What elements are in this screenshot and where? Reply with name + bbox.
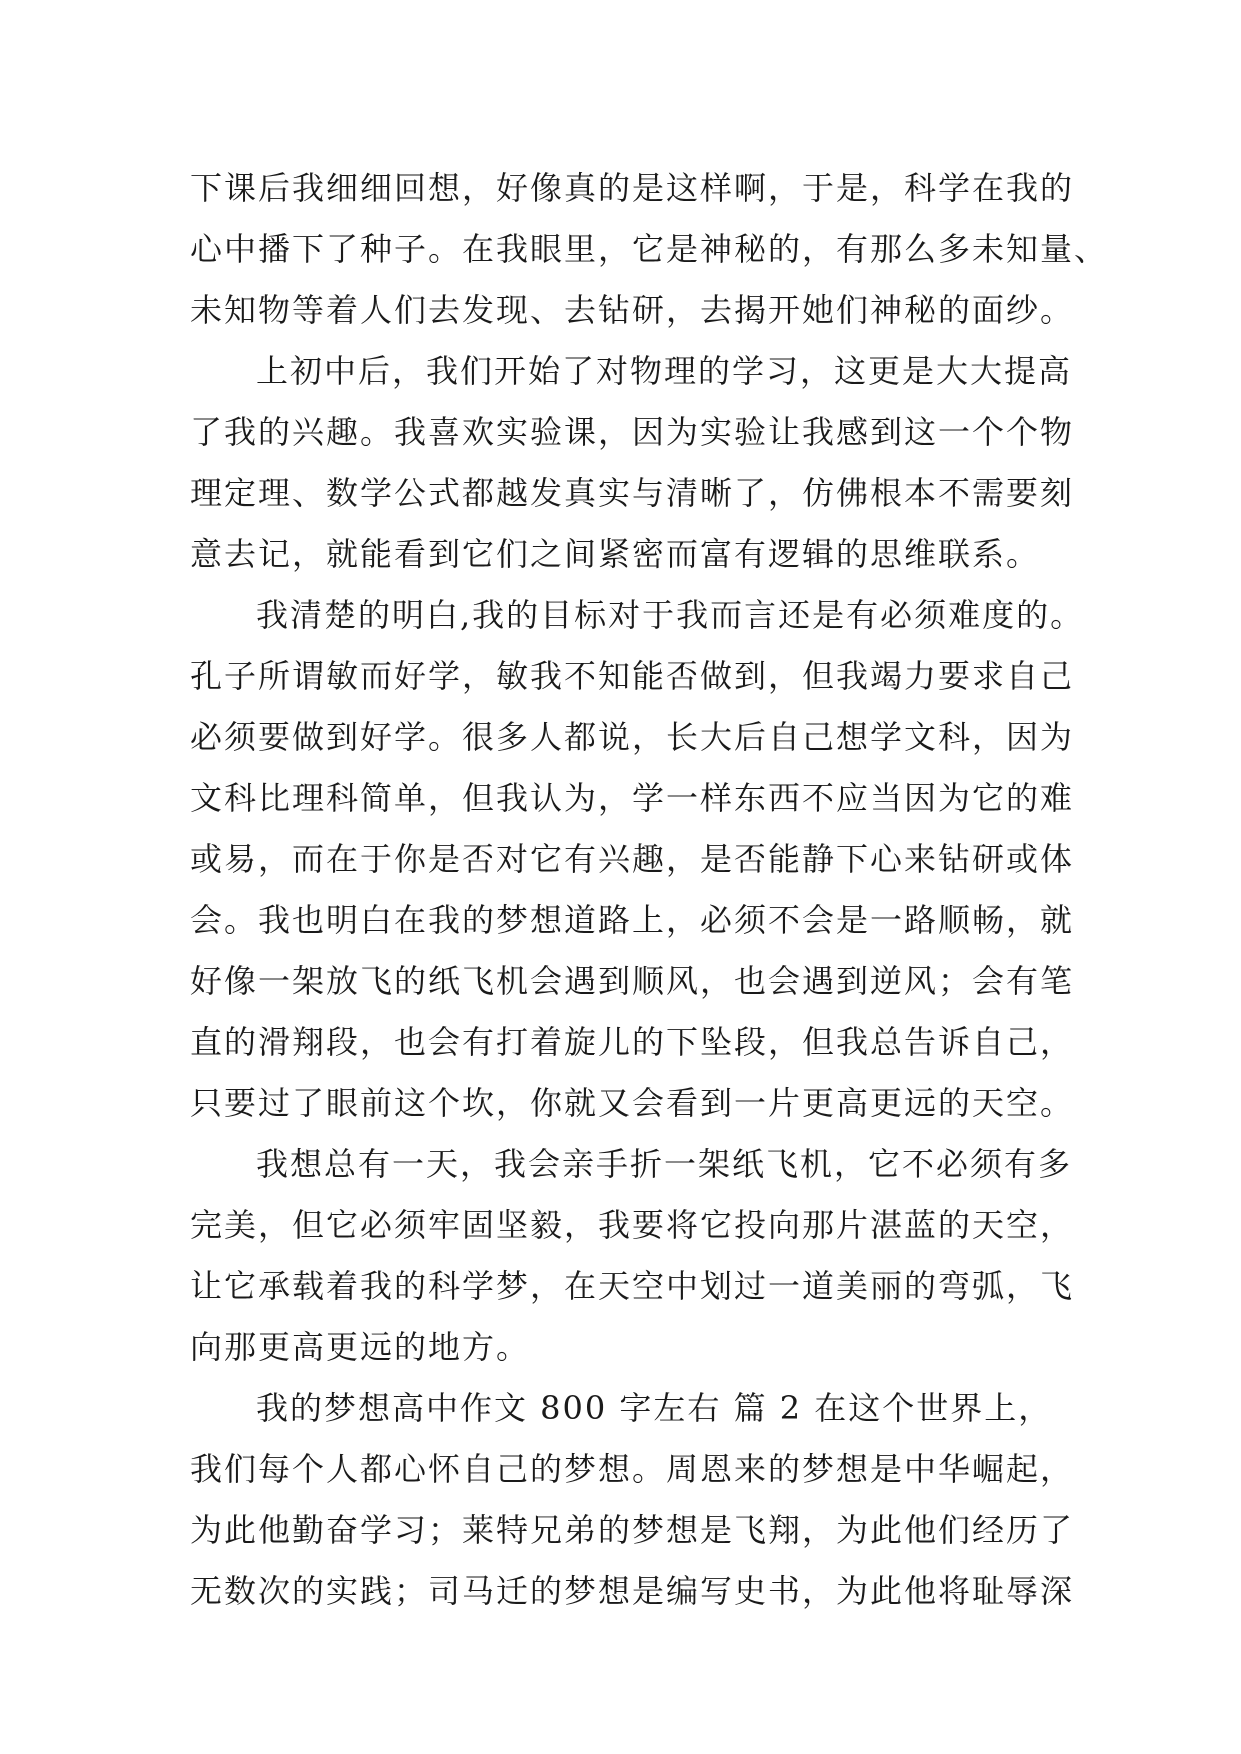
text-line: 只要过了眼前这个坎，你就又会看到一片更高更远的天空。 [190, 1084, 1075, 1122]
essay-body [190, 158, 1109, 1622]
text-line: 文科比理科简单，但我认为，学一样东西不应当因为它的难 [190, 779, 1075, 817]
text-line: 下课后我细细回想，好像真的是这样啊，于是，科学在我的 [190, 169, 1075, 207]
text-line: 完美，但它必须牢固坚毅，我要将它投向那片湛蓝的天空， [190, 1206, 1075, 1244]
text-line: 我的梦想高中作文 800 字左右 篇 2 在这个世界上， [256, 1389, 1053, 1427]
text-line: 我想总有一天，我会亲手折一架纸飞机，它不必须有多 [256, 1145, 1073, 1183]
text-line: 或易，而在于你是否对它有兴趣，是否能静下心来钻研或体 [190, 840, 1075, 878]
text-line: 为此他勤奋学习；莱特兄弟的梦想是飞翔，为此他们经历了 [190, 1511, 1075, 1549]
text-line: 必须要做到好学。很多人都说，长大后自己想学文科，因为 [190, 718, 1075, 756]
text-line: 我们每个人都心怀自己的梦想。周恩来的梦想是中华崛起， [190, 1450, 1075, 1488]
text-line: 了我的兴趣。我喜欢实验课，因为实验让我感到这一个个物 [190, 413, 1075, 451]
text-line: 未知物等着人们去发现、去钻研，去揭开她们神秘的面纱。 [190, 291, 1075, 329]
text-line: 理定理、数学公式都越发真实与清晰了，仿佛根本不需要刻 [190, 474, 1075, 512]
text-line: 心中播下了种子。在我眼里，它是神秘的，有那么多未知量、 [190, 230, 1109, 268]
text-line: 孔子所谓敏而好学，敏我不知能否做到，但我竭力要求自己 [190, 657, 1075, 695]
text-line: 我清楚的明白,我的目标对于我而言还是有必须难度的。 [256, 596, 1085, 634]
text-line: 让它承载着我的科学梦，在天空中划过一道美丽的弯弧，飞 [190, 1267, 1075, 1305]
text-line: 向那更高更远的地方。 [190, 1328, 531, 1366]
text-line: 上初中后，我们开始了对物理的学习，这更是大大提高 [256, 352, 1073, 390]
text-line: 好像一架放飞的纸飞机会遇到顺风，也会遇到逆风；会有笔 [190, 962, 1075, 1000]
text-line: 无数次的实践；司马迁的梦想是编写史书，为此他将耻辱深 [190, 1572, 1075, 1610]
text-line: 意去记，就能看到它们之间紧密而富有逻辑的思维联系。 [190, 535, 1041, 573]
text-line: 会。我也明白在我的梦想道路上，必须不会是一路顺畅，就 [190, 901, 1075, 939]
text-line: 直的滑翔段，也会有打着旋儿的下坠段，但我总告诉自己， [190, 1023, 1075, 1061]
